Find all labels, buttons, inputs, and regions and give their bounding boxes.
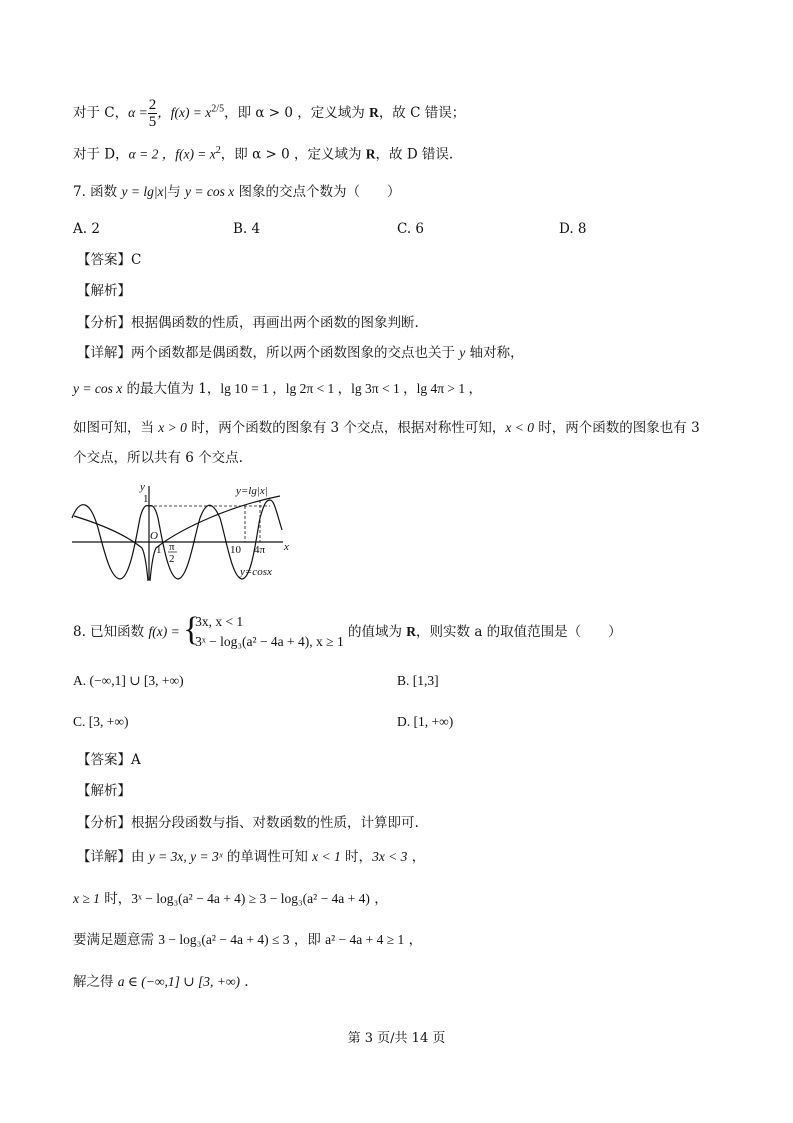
- q7-line-3: 如图可知，当 x > 0 时，两个函数的图象有 3 个交点，根据对称性可知，x < 0 时，两个函数的图象也有 3: [73, 420, 700, 436]
- label-lg-curve: y=lg|x|: [236, 485, 268, 497]
- q8-option-b: B. [1,3]: [397, 673, 439, 688]
- option-d-analysis: 对于 D，α = 2 ，$f(x) = x^2$，即 α > 0 ，定义域为 R，故 D 错误.: [73, 145, 454, 163]
- q8-xiangjie-line-4: 解之得 a ∈ (−∞,1] ∪ [3, +∞) .: [73, 974, 249, 990]
- piecewise-function: { 3x, x < 1 3ˣ − log₃(a² − 4a + 4), x ≥ 1: [183, 611, 344, 649]
- q7-line-2: y = cos x 的最大值为 1，lg 10 = 1 ，lg 2π < 1 ，lg 3π < 1 ，lg 4π > 1 ，: [73, 381, 483, 397]
- question-8-stem: 8. 已知函数 f(x) = { 3x, x < 1 3ˣ − log₃(a² − 4a + 4), x ≥ 1 的值域为 R，则实数 a 的取值范围是（ ）: [73, 612, 622, 652]
- label-one-y: 1: [143, 493, 149, 505]
- q7-option-c: C. 6: [397, 221, 425, 237]
- q7-fenxi: 【分析】根据偶函数的性质，再画出两个函数的图象判断.: [77, 315, 419, 331]
- q7-line-4: 个交点，所以共有 6 个交点.: [73, 450, 243, 466]
- q7-option-a: A. 2: [73, 221, 100, 237]
- label-ten: 10: [230, 544, 241, 556]
- q7-answer: 【答案】C: [77, 252, 142, 268]
- q8-option-d: D. [1, +∞): [397, 714, 454, 729]
- label-one-x: 1: [156, 544, 162, 556]
- label-y: y: [140, 481, 145, 493]
- label-four-pi: 4π: [254, 544, 266, 556]
- page-footer: 第 3 页/共 14 页: [347, 1031, 446, 1046]
- option-c-analysis: 对于 C，α = $\frac{2}{5}$ ，$f(x) = x^{2/5}$，即 α > 0 ，定义域为 R，故 C 错误；: [73, 97, 466, 130]
- label-cos-curve: y=cosx: [240, 566, 272, 578]
- q8-option-a: A. (−∞,1] ∪ [3, +∞): [73, 673, 184, 688]
- question-7-stem: 7. 函数 y = lg|x|与 y = cos x 图象的交点个数为（ ）: [73, 184, 401, 200]
- label-pi: π: [169, 541, 175, 553]
- q7-xiangjie: 【详解】两个函数都是偶函数，所以两个函数图象的交点也关于 y 轴对称，: [77, 345, 524, 361]
- q7-analysis-tag: 【解析】: [77, 283, 131, 299]
- fraction-two-fifths: $\frac{2}{5}$: [148, 97, 157, 130]
- label-x: x: [284, 541, 289, 553]
- q8-analysis-tag: 【解析】: [77, 783, 131, 799]
- q7-option-d: D. 8: [559, 221, 587, 237]
- q8-answer: 【答案】A: [77, 752, 141, 768]
- q8-xiangjie-line-3: 要满足题意需 3 − log₃(a² − 4a + 4) ≤ 3 ，即 a² − 4a + 4 ≥ 1 ，: [73, 932, 423, 948]
- label-origin: O: [150, 530, 158, 542]
- function-graph: [70, 478, 295, 583]
- q8-fenxi: 【分析】根据分段函数与指、对数函数的性质，计算即可.: [77, 815, 419, 831]
- q7-option-b: B. 4: [233, 221, 261, 237]
- q8-xiangjie-line-2: x ≥ 1 时，3ˣ − log₃(a² − 4a + 4) ≥ 3 − log₃(a² − 4a + 4) ，: [73, 891, 388, 907]
- q8-option-c: C. [3, +∞): [73, 714, 129, 729]
- label-two: 2: [169, 553, 175, 565]
- q8-xiangjie-line-1: 【详解】由 y = 3x, y = 3ˣ 的单调性可知 x < 1 时，3x < 3 ，: [77, 849, 426, 865]
